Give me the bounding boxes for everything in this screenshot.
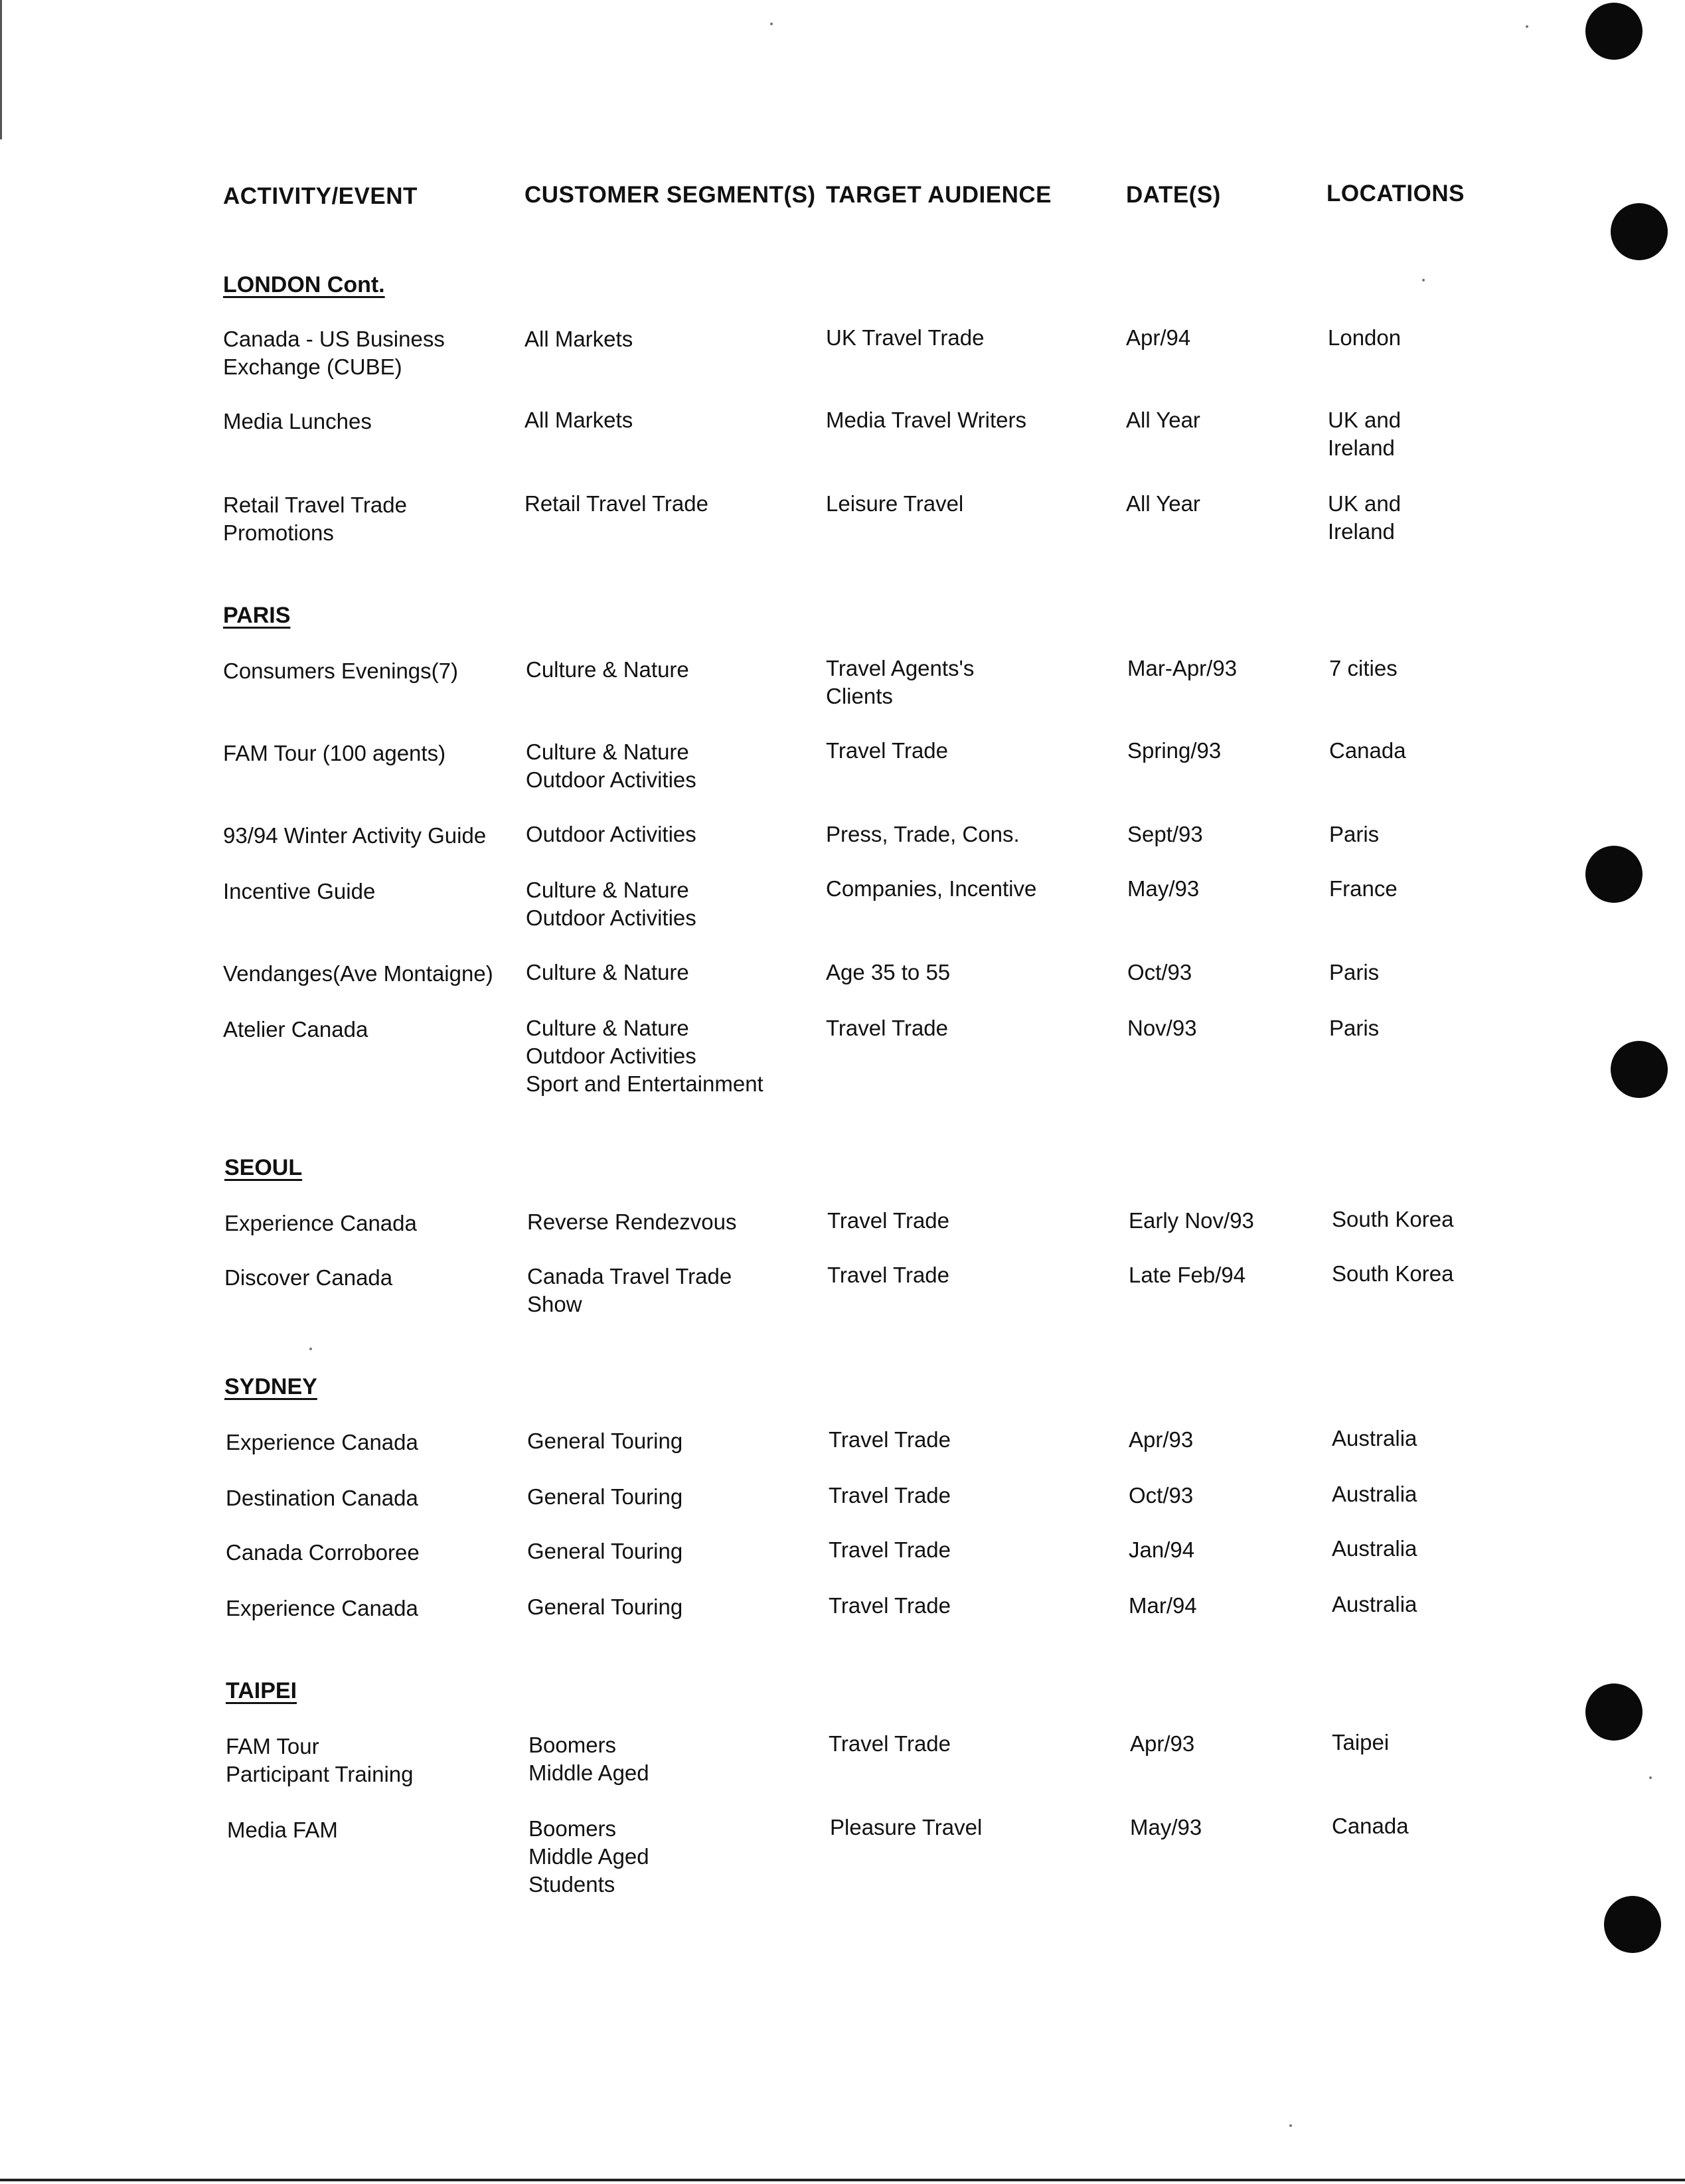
header-segment: CUSTOMER SEGMENT(S) xyxy=(524,182,816,208)
activity-cell: Canada - US Business Exchange (CUBE) xyxy=(223,327,445,379)
location-cell: Australia xyxy=(1332,1426,1417,1450)
activity-cell: Vendanges(Ave Montaigne) xyxy=(223,961,493,986)
audience-cell: Age 35 to 55 xyxy=(826,960,951,984)
date-cell: Oct/93 xyxy=(1129,1483,1194,1508)
audience-cell: Travel Trade xyxy=(829,1731,951,1756)
activity-cell: Media FAM xyxy=(227,1818,338,1842)
location-cell: 7 cities xyxy=(1329,656,1398,680)
section-title-london: LONDON Cont. xyxy=(223,272,385,297)
location-cell: Paris xyxy=(1329,1016,1380,1040)
audience-cell: Travel Trade xyxy=(829,1427,951,1452)
segment-cell: Culture & Nature Outdoor Activities Sport and Entertainment xyxy=(526,1016,763,1096)
date-cell: All Year xyxy=(1126,408,1200,432)
punch-hole xyxy=(1585,1683,1643,1741)
activity-cell: FAM Tour (100 agents) xyxy=(223,741,446,765)
location-cell: Australia xyxy=(1332,1536,1417,1561)
page-edge-left xyxy=(0,0,2,139)
date-cell: Spring/93 xyxy=(1127,738,1222,763)
segment-cell: Culture & Nature Outdoor Activities xyxy=(526,878,696,930)
segment-cell: General Touring xyxy=(527,1429,683,1453)
scan-speck xyxy=(309,1348,312,1350)
date-cell: All Year xyxy=(1126,491,1200,516)
audience-cell: Pleasure Travel xyxy=(830,1815,983,1839)
header-dates: DATE(S) xyxy=(1126,182,1221,208)
date-cell: Apr/93 xyxy=(1130,1731,1195,1756)
audience-cell: Leisure Travel xyxy=(826,491,964,516)
activity-cell: Canada Corroboree xyxy=(226,1540,420,1565)
date-cell: Late Feb/94 xyxy=(1129,1263,1246,1287)
audience-cell: Travel Trade xyxy=(826,1016,949,1040)
location-cell: Paris xyxy=(1329,960,1380,984)
location-cell: Australia xyxy=(1332,1592,1417,1616)
scan-speck xyxy=(1422,279,1425,281)
segment-cell: Canada Travel Trade Show xyxy=(527,1264,732,1316)
date-cell: Sept/93 xyxy=(1127,822,1203,846)
header-audience: TARGET AUDIENCE xyxy=(826,182,1052,208)
scan-speck xyxy=(1289,2124,1292,2127)
section-title-sydney: SYDNEY xyxy=(224,1374,317,1399)
location-cell: France xyxy=(1329,876,1398,901)
scan-speck xyxy=(1649,1776,1652,1779)
location-cell: London xyxy=(1328,325,1402,350)
column-header-row xyxy=(0,178,1685,218)
date-cell: May/93 xyxy=(1130,1815,1202,1839)
header-activity: ACTIVITY/EVENT xyxy=(223,183,418,209)
section-title-taipei: TAIPEI xyxy=(226,1678,297,1703)
date-cell: Nov/93 xyxy=(1127,1016,1197,1040)
segment-cell: General Touring xyxy=(527,1595,683,1619)
activity-cell: Experience Canada xyxy=(224,1211,417,1235)
audience-cell: Companies, Incentive xyxy=(826,876,1037,901)
location-cell: South Korea xyxy=(1332,1261,1454,1286)
audience-cell: Media Travel Writers xyxy=(826,408,1026,432)
segment-cell: All Markets xyxy=(524,327,633,351)
date-cell: May/93 xyxy=(1127,876,1200,901)
audience-cell: Travel Agents's Clients xyxy=(826,656,975,708)
date-cell: Oct/93 xyxy=(1127,960,1192,984)
segment-cell: Retail Travel Trade xyxy=(524,491,708,516)
punch-hole xyxy=(1611,1041,1668,1098)
segment-cell: Culture & Nature xyxy=(526,657,689,682)
segment-cell: Outdoor Activities xyxy=(526,822,696,846)
activity-cell: Destination Canada xyxy=(226,1486,418,1510)
segment-cell: All Markets xyxy=(524,408,633,432)
audience-cell: Press, Trade, Cons. xyxy=(826,822,1020,846)
date-cell: Mar-Apr/93 xyxy=(1127,656,1238,680)
location-cell: Taipei xyxy=(1332,1730,1390,1755)
audience-cell: Travel Trade xyxy=(829,1593,951,1618)
punch-hole xyxy=(1585,3,1643,60)
page-edge-bottom xyxy=(0,2179,1685,2181)
activity-cell: Atelier Canada xyxy=(223,1017,368,1042)
section-title-seoul: SEOUL xyxy=(224,1155,303,1180)
date-cell: Early Nov/93 xyxy=(1129,1208,1254,1233)
punch-hole xyxy=(1585,846,1643,903)
activity-cell: Discover Canada xyxy=(224,1265,393,1290)
segment-cell: Reverse Rendezvous xyxy=(527,1209,737,1234)
activity-cell: Media Lunches xyxy=(223,409,372,433)
activity-cell: Experience Canada xyxy=(226,1596,418,1620)
location-cell: South Korea xyxy=(1332,1207,1454,1231)
segment-cell: Culture & Nature Outdoor Activities xyxy=(526,740,696,792)
location-cell: UK and Ireland xyxy=(1328,408,1402,460)
audience-cell: Travel Trade xyxy=(826,738,949,763)
location-cell: Paris xyxy=(1329,822,1380,846)
audience-cell: Travel Trade xyxy=(827,1263,950,1287)
section-title-paris: PARIS xyxy=(223,603,291,628)
date-cell: Jan/94 xyxy=(1129,1537,1195,1562)
location-cell: UK and Ireland xyxy=(1328,491,1402,544)
activity-cell: Consumers Evenings(7) xyxy=(223,659,458,683)
activity-cell: Experience Canada xyxy=(226,1430,418,1454)
audience-cell: Travel Trade xyxy=(829,1483,951,1508)
segment-cell: Boomers Middle Aged xyxy=(528,1733,649,1785)
audience-cell: Travel Trade xyxy=(829,1537,951,1562)
segment-cell: General Touring xyxy=(527,1484,683,1509)
location-cell: Canada xyxy=(1332,1814,1409,1838)
audience-cell: UK Travel Trade xyxy=(826,325,985,350)
scan-speck xyxy=(770,23,773,25)
header-locations: LOCATIONS xyxy=(1326,181,1465,206)
activity-cell: Retail Travel Trade Promotions xyxy=(223,493,407,545)
date-cell: Apr/93 xyxy=(1129,1427,1194,1452)
activity-cell: 93/94 Winter Activity Guide xyxy=(223,823,487,848)
segment-cell: General Touring xyxy=(527,1539,683,1563)
segment-cell: Culture & Nature xyxy=(526,960,689,984)
activity-cell: FAM Tour Participant Training xyxy=(226,1734,414,1786)
audience-cell: Travel Trade xyxy=(827,1208,950,1233)
location-cell: Australia xyxy=(1332,1482,1417,1506)
punch-hole xyxy=(1604,1896,1661,1953)
date-cell: Mar/94 xyxy=(1129,1593,1197,1618)
activity-cell: Incentive Guide xyxy=(223,879,376,903)
segment-cell: Boomers Middle Aged Students xyxy=(528,1816,649,1897)
scan-speck xyxy=(1526,25,1528,28)
location-cell: Canada xyxy=(1329,738,1406,763)
date-cell: Apr/94 xyxy=(1126,325,1191,350)
